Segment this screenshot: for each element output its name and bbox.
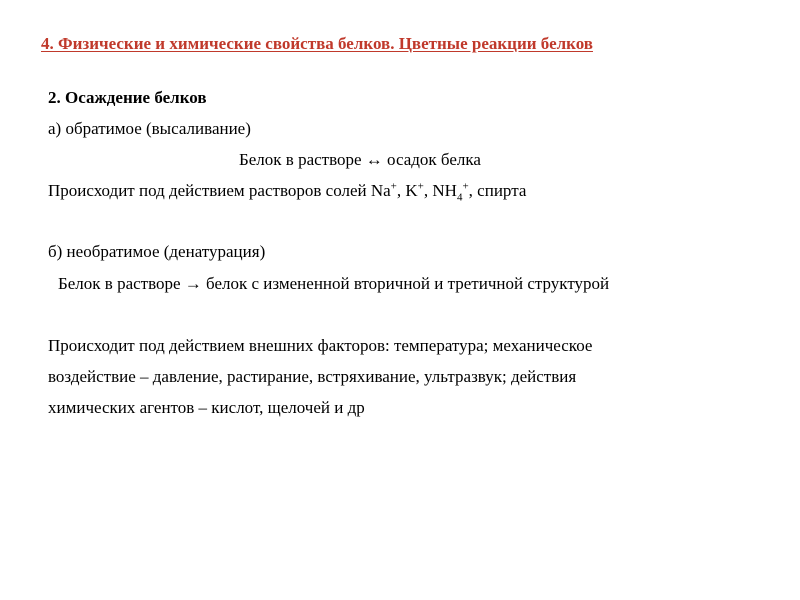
k-separator: , K	[396, 181, 418, 200]
section-heading: 2. Осаждение белков	[48, 88, 207, 107]
reversible-subheading: а) обратимое (высаливание)	[48, 119, 251, 138]
reversible-cause	[48, 180, 527, 204]
reversible-equation: Белок в растворе ↔ осадок белка	[239, 150, 481, 169]
irreversible-cause-line-2: воздействие – давление, растирание, встряхивание, ультразвук; действия	[48, 367, 577, 386]
irreversible-subheading: б) необратимое (денатурация)	[48, 242, 266, 261]
k-charge: +	[417, 180, 424, 193]
irreversible-cause-line-3: химических агентов – кислот, щелочей и др	[48, 398, 365, 417]
na-charge: +	[390, 180, 397, 193]
nh-subscript: 4	[456, 191, 463, 204]
slide-title: 4. Физические и химические свойства белков. Цветные реакции белков	[41, 34, 593, 53]
reversible-cause-suffix: , спирта	[468, 181, 527, 200]
nh-separator: , NH	[423, 181, 457, 200]
nh-charge: +	[462, 180, 469, 193]
reversible-cause-prefix: Происходит под действием растворов солей Na	[48, 181, 391, 200]
irreversible-cause-line-1: Происходит под действием внешних факторов: температура; механическое	[48, 336, 593, 355]
irreversible-equation: Белок в растворе → белок с измененной вторичной и третичной структурой	[58, 274, 610, 293]
